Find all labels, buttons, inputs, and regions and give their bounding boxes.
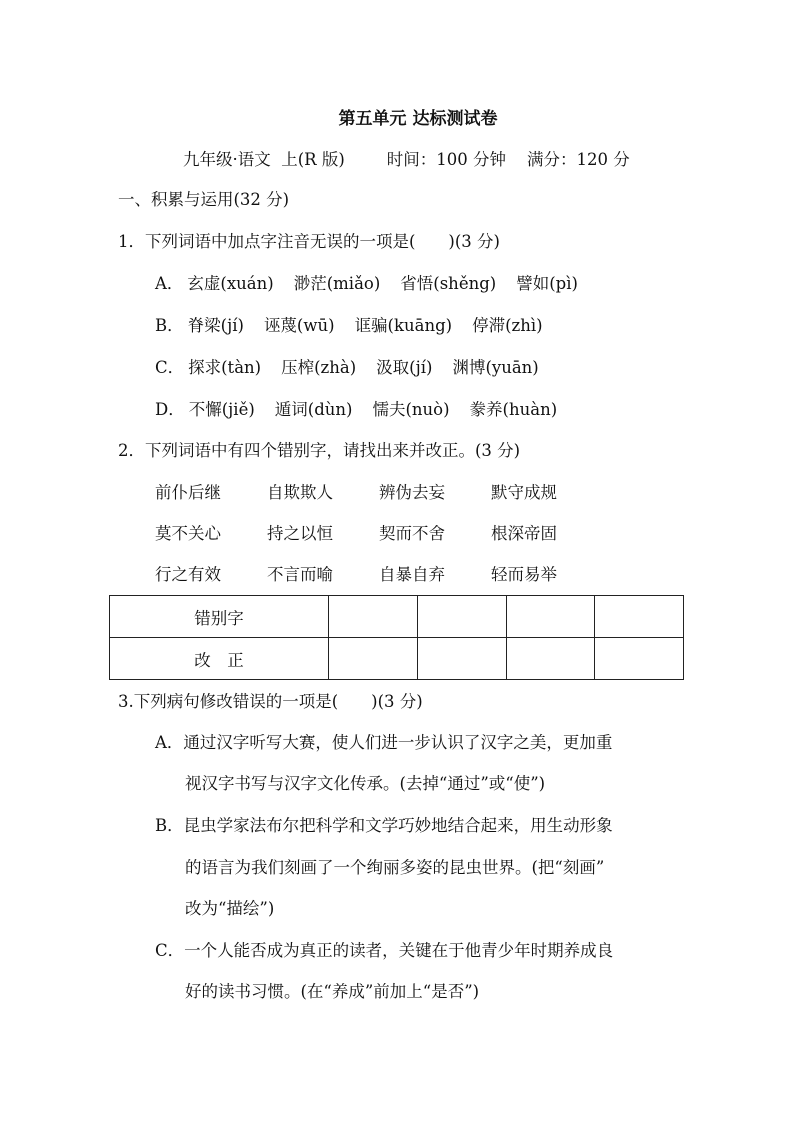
question-1-stem: 1．下列词语中加点字注音无误的一项是( )(3 分) (118, 232, 500, 251)
option-word: 脊梁(jí) (187, 316, 244, 335)
q2-word: 契而不舍 (379, 524, 445, 543)
score-info: 满分：120 分 (526, 150, 630, 169)
q1-option-a (155, 272, 578, 296)
q3-option-b-line3: 改为“描绘”) (185, 899, 275, 918)
q2-word: 莫不关心 (155, 524, 221, 543)
answer-cell[interactable] (595, 596, 684, 638)
option-letter: B． (155, 316, 184, 335)
section-heading: 一、积累与运用(32 分) (118, 190, 290, 209)
q3-option-b-line1: B．昆虫学家法布尔把科学和文学巧妙地结合起来，用生动形象 (155, 816, 613, 835)
answer-cell[interactable] (329, 596, 418, 638)
q3-option-c-line2: 好的读书习惯。(在“养成”前加上“是否”) (185, 982, 480, 1001)
answer-cell[interactable] (595, 638, 684, 680)
page-title: 第五单元 达标测试卷 (338, 109, 498, 129)
correction-table (109, 595, 684, 680)
question-3-stem: 3.下列病句修改错误的一项是( )(3 分) (118, 692, 423, 711)
q2-word: 不言而喻 (267, 565, 333, 584)
answer-cell[interactable] (329, 638, 418, 680)
option-word: 不懈(jiě) (188, 400, 255, 419)
wrong-char-label: 错别字 (110, 596, 329, 638)
question-2-stem: 2．下列词语中有四个错别字，请找出来并改正。(3 分) (118, 441, 521, 460)
q2-word: 自欺欺人 (267, 483, 333, 502)
q2-word: 持之以恒 (267, 524, 333, 543)
option-word: 玄虚(xuán) (187, 274, 274, 293)
q2-word: 轻而易举 (491, 565, 557, 584)
q2-word: 前仆后继 (155, 483, 221, 502)
q2-word: 自暴自弃 (379, 565, 445, 584)
option-word: 诬蔑(wū) (263, 316, 335, 335)
option-letter: C． (155, 358, 185, 377)
option-letter: A． (155, 274, 184, 293)
time-info: 时间：100 分钟 (386, 150, 506, 169)
option-word: 渊博(yuān) (452, 358, 539, 377)
q2-word: 辨伪去妄 (379, 483, 445, 502)
q3-option-c-line1: C．一个人能否成为真正的读者，关键在于他青少年时期养成良 (155, 941, 614, 960)
option-word: 譬如(pì) (516, 274, 578, 293)
answer-cell[interactable] (417, 638, 506, 680)
option-word: 懦夫(nuò) (372, 400, 450, 419)
answer-cell[interactable] (506, 596, 595, 638)
correction-label: 改 正 (110, 638, 329, 680)
option-word: 遁词(dùn) (274, 400, 353, 419)
q3-option-b-line2: 的语言为我们刻画了一个绚丽多姿的昆虫世界。(把“刻画” (185, 858, 605, 877)
q1-option-d (155, 398, 557, 422)
option-letter: D． (155, 400, 185, 419)
option-word: 探求(tàn) (188, 358, 262, 377)
subtitle (183, 146, 630, 170)
option-word: 渺茫(miǎo) (293, 274, 381, 293)
option-word: 汲取(jí) (376, 358, 433, 377)
q3-option-a-line1: A．通过汉字听写大赛，使人们进一步认识了汉字之美，更加重 (155, 733, 613, 752)
grade-info: 九年级·语文 上(R 版) (183, 150, 345, 169)
option-word: 豢养(huàn) (469, 400, 558, 419)
option-word: 诓骗(kuāng) (354, 316, 453, 335)
q1-option-c (155, 356, 539, 380)
q2-word: 默守成规 (491, 483, 557, 502)
answer-cell[interactable] (417, 596, 506, 638)
q1-option-b (155, 314, 543, 338)
option-word: 省悟(shěng) (400, 274, 497, 293)
q2-word: 行之有效 (155, 565, 221, 584)
q3-option-a-line2: 视汉字书写与汉字文化传承。(去掉“通过”或“使”) (185, 774, 546, 793)
option-word: 压榨(zhà) (281, 358, 357, 377)
option-word: 停滞(zhì) (472, 316, 543, 335)
answer-cell[interactable] (506, 638, 595, 680)
q2-word: 根深帝固 (491, 524, 557, 543)
